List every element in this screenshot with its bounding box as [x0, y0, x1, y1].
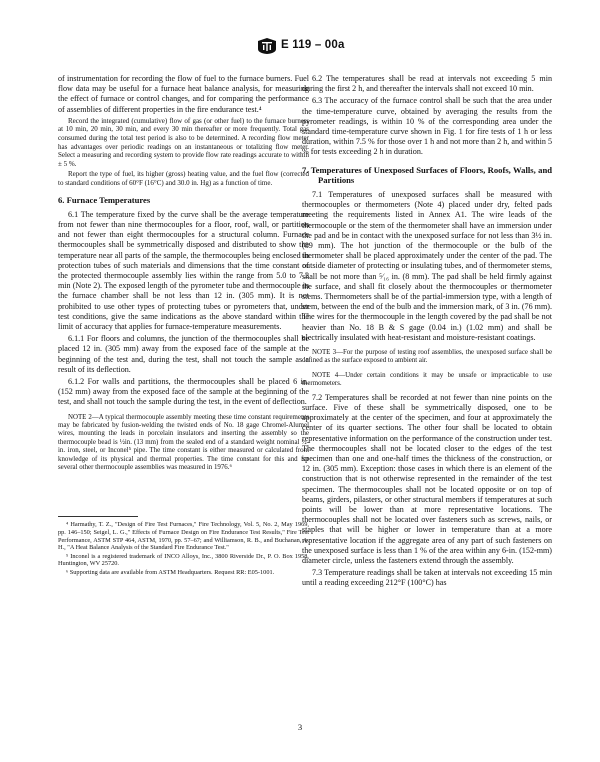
- section-6-1-1: 6.1.1 For floors and columns, the junction of the thermocouples shall be placed 12 in. (305 mm) away from the exposed face of the sample at the beginning of the test and, during the test, shall not touch the sample as a result of its deflection.: [58, 334, 309, 374]
- section-7-2: 7.2 Temperatures shall be recorded at not fewer than nine points on the surface. Five of these shall be symmetrically disposed, one to be approximately at the center of the specimen, and four at approximately the center of its quarter sections. The other four shall be located to obtain representative information on the performance of the construction under test. The thermocouples shall not be located closer to the edges of the test specimen than one and one-half times the thickness of the construction, or 12 in. (305 mm). Exception: those cases in which there is an element of the construction that is not otherwise represented in the remainder of the test specimen. The thermocouples shall not be located opposite or on top of beams, girders, pilasters, or other structural members if temperatures at such points will be lower than at more representative locations. The thermocouples shall not be located over fasteners such as screws, nails, or staples that will be higher or lower in temperature than at a more representative location if the aggregate area of any part of such fasteners on the unexposed surface is less than 1 % of the area within any 6-in. (152-mm) diameter circle, unless the fasteners extend through the assembly.: [302, 392, 552, 565]
- paragraph-report-fuel: Report the type of fuel, its higher (gross) heating value, and the fuel flow (corrected to standard conditions of 60°F (16°C) and 30.0 in. Hg) as a function of time.: [58, 170, 309, 187]
- page-number: 3: [297, 722, 303, 732]
- section-6-2: 6.2 The temperatures shall be read at intervals not exceeding 5 min during the first 2 h, and thereafter the intervals shall not exceed 10 min.: [302, 74, 552, 94]
- paragraph-fuel-instrumentation: of instrumentation for recording the flow of fuel to the furnace burners. Fuel flow data may be useful for a furnace heat balance analysis, for measuring the effect of furnace or control changes, and for comparing the performance of assemblies of different properties in the fire endurance test.⁴: [58, 74, 309, 114]
- section-heading-6: 6. Furnace Temperatures: [58, 194, 151, 205]
- section-heading-7: 7. Temperatures of Unexposed Surfaces of Floors, Roofs, Walls, and Partitions: [302, 164, 552, 185]
- paragraph-fuel-flow: Record the integrated (cumulative) flow of gas (or other fuel) to the furnace burners at 10 min, 20 min, 30 min, and every 30 min thereafter or more frequently. Total gas consumed during the total test period is also to be determined. A recording flow meter has advantages over periodic readings on an instantaneous or totalizing flow meter. Select a measuring and recording system to provide flow rate readings accurate to within ± 5 %.: [58, 116, 309, 168]
- footnote-5: ⁵ Inconel is a registered trademark of INCO Alloys, Inc., 3800 Riverside Dr., P. O. Box 1958, Huntington, WV 25720.: [58, 552, 309, 568]
- standard-designation: E 119 – 00a: [281, 39, 345, 51]
- page-header: [0, 37, 600, 57]
- footnote-6: ⁶ Supporting data are available from ASTM Headquarters. Request RR: E05-1001.: [66, 569, 275, 577]
- footnote-divider: [58, 516, 138, 517]
- section-6-1-2: 6.1.2 For walls and partitions, the thermocouples shall be placed 6 in. (152 mm) away from the exposed face of the sample at the beginning of the test, and shall not touch the sample during the test, in the event of deflection.: [58, 377, 309, 407]
- section-6-3: 6.3 The accuracy of the furnace control shall be such that the area under the time-temperature curve, obtained by averaging the results from the pyrometer readings, is within 10 % of the corresponding area under the standard time-temperature curve shown in Fig. 1 for fire tests of 1 h or less duration, within 7.5 % for those over 1 h and not more than 2 h, and within 5 % for tests exceeding 2 h in duration.: [302, 96, 552, 157]
- note-4: NOTE 4—Under certain conditions it may be unsafe or impracticable to use thermometers.: [302, 371, 552, 388]
- note-3: NOTE 3—For the purpose of testing roof assemblies, the unexposed surface shall be defined as the surface exposed to ambient air.: [302, 349, 552, 365]
- section-7-1: 7.1 Temperatures of unexposed surfaces shall be measured with thermocouples or thermometers (Note 4) placed under dry, felted pads meeting the requirements listed in Annex A1. The wire leads of the thermocouple or the stem of the thermometer shall have an immersion under the pad and be in contact with the unexposed surface for not less than 3½ in. (89 mm). The hot junction of the thermocouple or the bulb of the thermometer shall be placed approximately under the center of the pad. The outside diameter of protecting or insulating tubes, and of thermometer stems, shall be not more than ⁵⁄₁₆ in. (8 mm). The pad shall be held firmly against the surface, and shall fit closely about the thermocouples or thermometer stems. Thermometers shall be of the partial-immersion type, with a length of stem, between the end of the bulb and the immersion mark, of 3 in. (76 mm). The wires for the thermocouple in the length covered by the pad shall be not heavier than No. 18 B & S gage (0.04 in.) (1.02 mm) and shall be electrically insulated with heat-resistant and moisture-resistant coatings.: [302, 190, 552, 342]
- section-7-3: 7.3 Temperature readings shall be taken at intervals not exceeding 15 min until a reading exceeding 212°F (100°C) has: [302, 568, 552, 588]
- right-column: [302, 74, 552, 591]
- left-column: [58, 74, 309, 578]
- note-2: NOTE 2—A typical thermocouple assembly meeting these time constant requirements may be fabricated by fusion-welding the twisted ends of No. 18 gage Chromel-Alumel wires, mounting the leads in porcelain insulators and inserting the assembly so the thermocouple bead is ½in. (13 mm) from the sealed end of a standard weight nominal ½-in. iron, steel, or Inconel⁵ pipe. The time constant is either measured or calculated from knowledge of its physical and thermal properties. The time constant for this and for several other thermocouple assemblies was measured in 1976.⁶: [58, 413, 309, 472]
- footnote-4: ⁴ Harmathy, T. Z., "Design of Fire Test Furnaces," Fire Technology, Vol. 5, No. 2, May 1969, pp. 146–150; Seigel, L. G.," Effects of Furnace Design on Fire Endurance Test Results," Fire Test Performance, ASTM STP 464, ASTM, 1970, pp. 57–67; and Williamson, R. B., and Buchanan, A. H., "A Heat Balance Analysis of the Standard Fire Endurance Test.": [58, 521, 309, 552]
- section-6-1: 6.1 The temperature fixed by the curve shall be the average temperature from not fewer than nine thermocouples for a floor, roof, wall, or partition and not fewer than eight thermocouples for a structural column. Furnace thermocouples shall be symmetrically disposed and distributed to show the temperature near all parts of the sample, the thermocouples being enclosed in protection tubes of such materials and dimensions that the time constant of the protected thermocouple assembly lies within the range from 5.0 to 7.2 min (Note 2). The exposed length of the pyrometer tube and thermocouple in the furnace chamber shall be not less than 12 in. (305 mm). It is not prohibited to use other types of protecting tubes or pyrometers that, under test conditions, give the same indications as the above standard within the limit of accuracy that applies for furnace-temperature measurements.: [58, 209, 309, 331]
- astm-logo-icon: [256, 37, 278, 55]
